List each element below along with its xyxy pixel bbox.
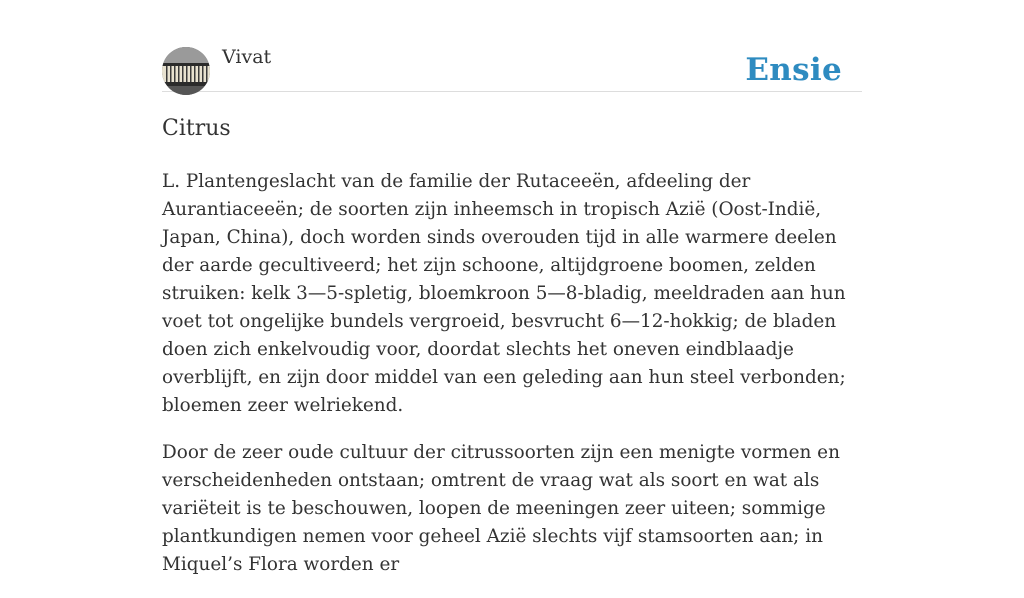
source-avatar-icon[interactable] bbox=[162, 47, 210, 95]
article-paragraph: Door de zeer oude cultuur der citrussoorten zijn een menigte vormen en verscheidenheden ontstaan; omtrent de vraag wat als soort en wat als variëteit is te beschouwen, loopen de meeningen zeer uiteen; sommige plantkundigen nemen voor geheel Azië slechts vijf stamsoorten aan; in Miquel’s Flora worden er bbox=[162, 442, 840, 575]
brand-logo[interactable]: Ensie bbox=[745, 52, 842, 88]
header bbox=[162, 0, 862, 92]
page bbox=[162, 0, 862, 575]
article-paragraph: L. Plantengeslacht van de familie der Rutaceeën, afdeeling der Aurantiaceeën; de soorten zijn inheemsch in tropisch Azië (Oost-Indië, Japan, China), doch worden sinds overouden tijd in alle warmere deelen der aarde gecultiveerd; het zijn schoone, altijdgroene boomen, zelden struiken: kelk 3—5-spletig, bloemkroon 5—8-bladig, meeldraden aan hun voet tot ongelijke bundels vergroeid, besvrucht 6—12-hokkig; de bladen doen zich enkelvoudig voor, doordat slechts het oneven eindblaadje overblijft, en zijn door middel van een geleding aan hun steel verbonden; bloemen zeer welriekend. bbox=[162, 171, 846, 416]
page-title: Citrus bbox=[162, 116, 231, 141]
article-body bbox=[162, 168, 862, 598]
source-name[interactable]: Vivat bbox=[222, 46, 272, 68]
